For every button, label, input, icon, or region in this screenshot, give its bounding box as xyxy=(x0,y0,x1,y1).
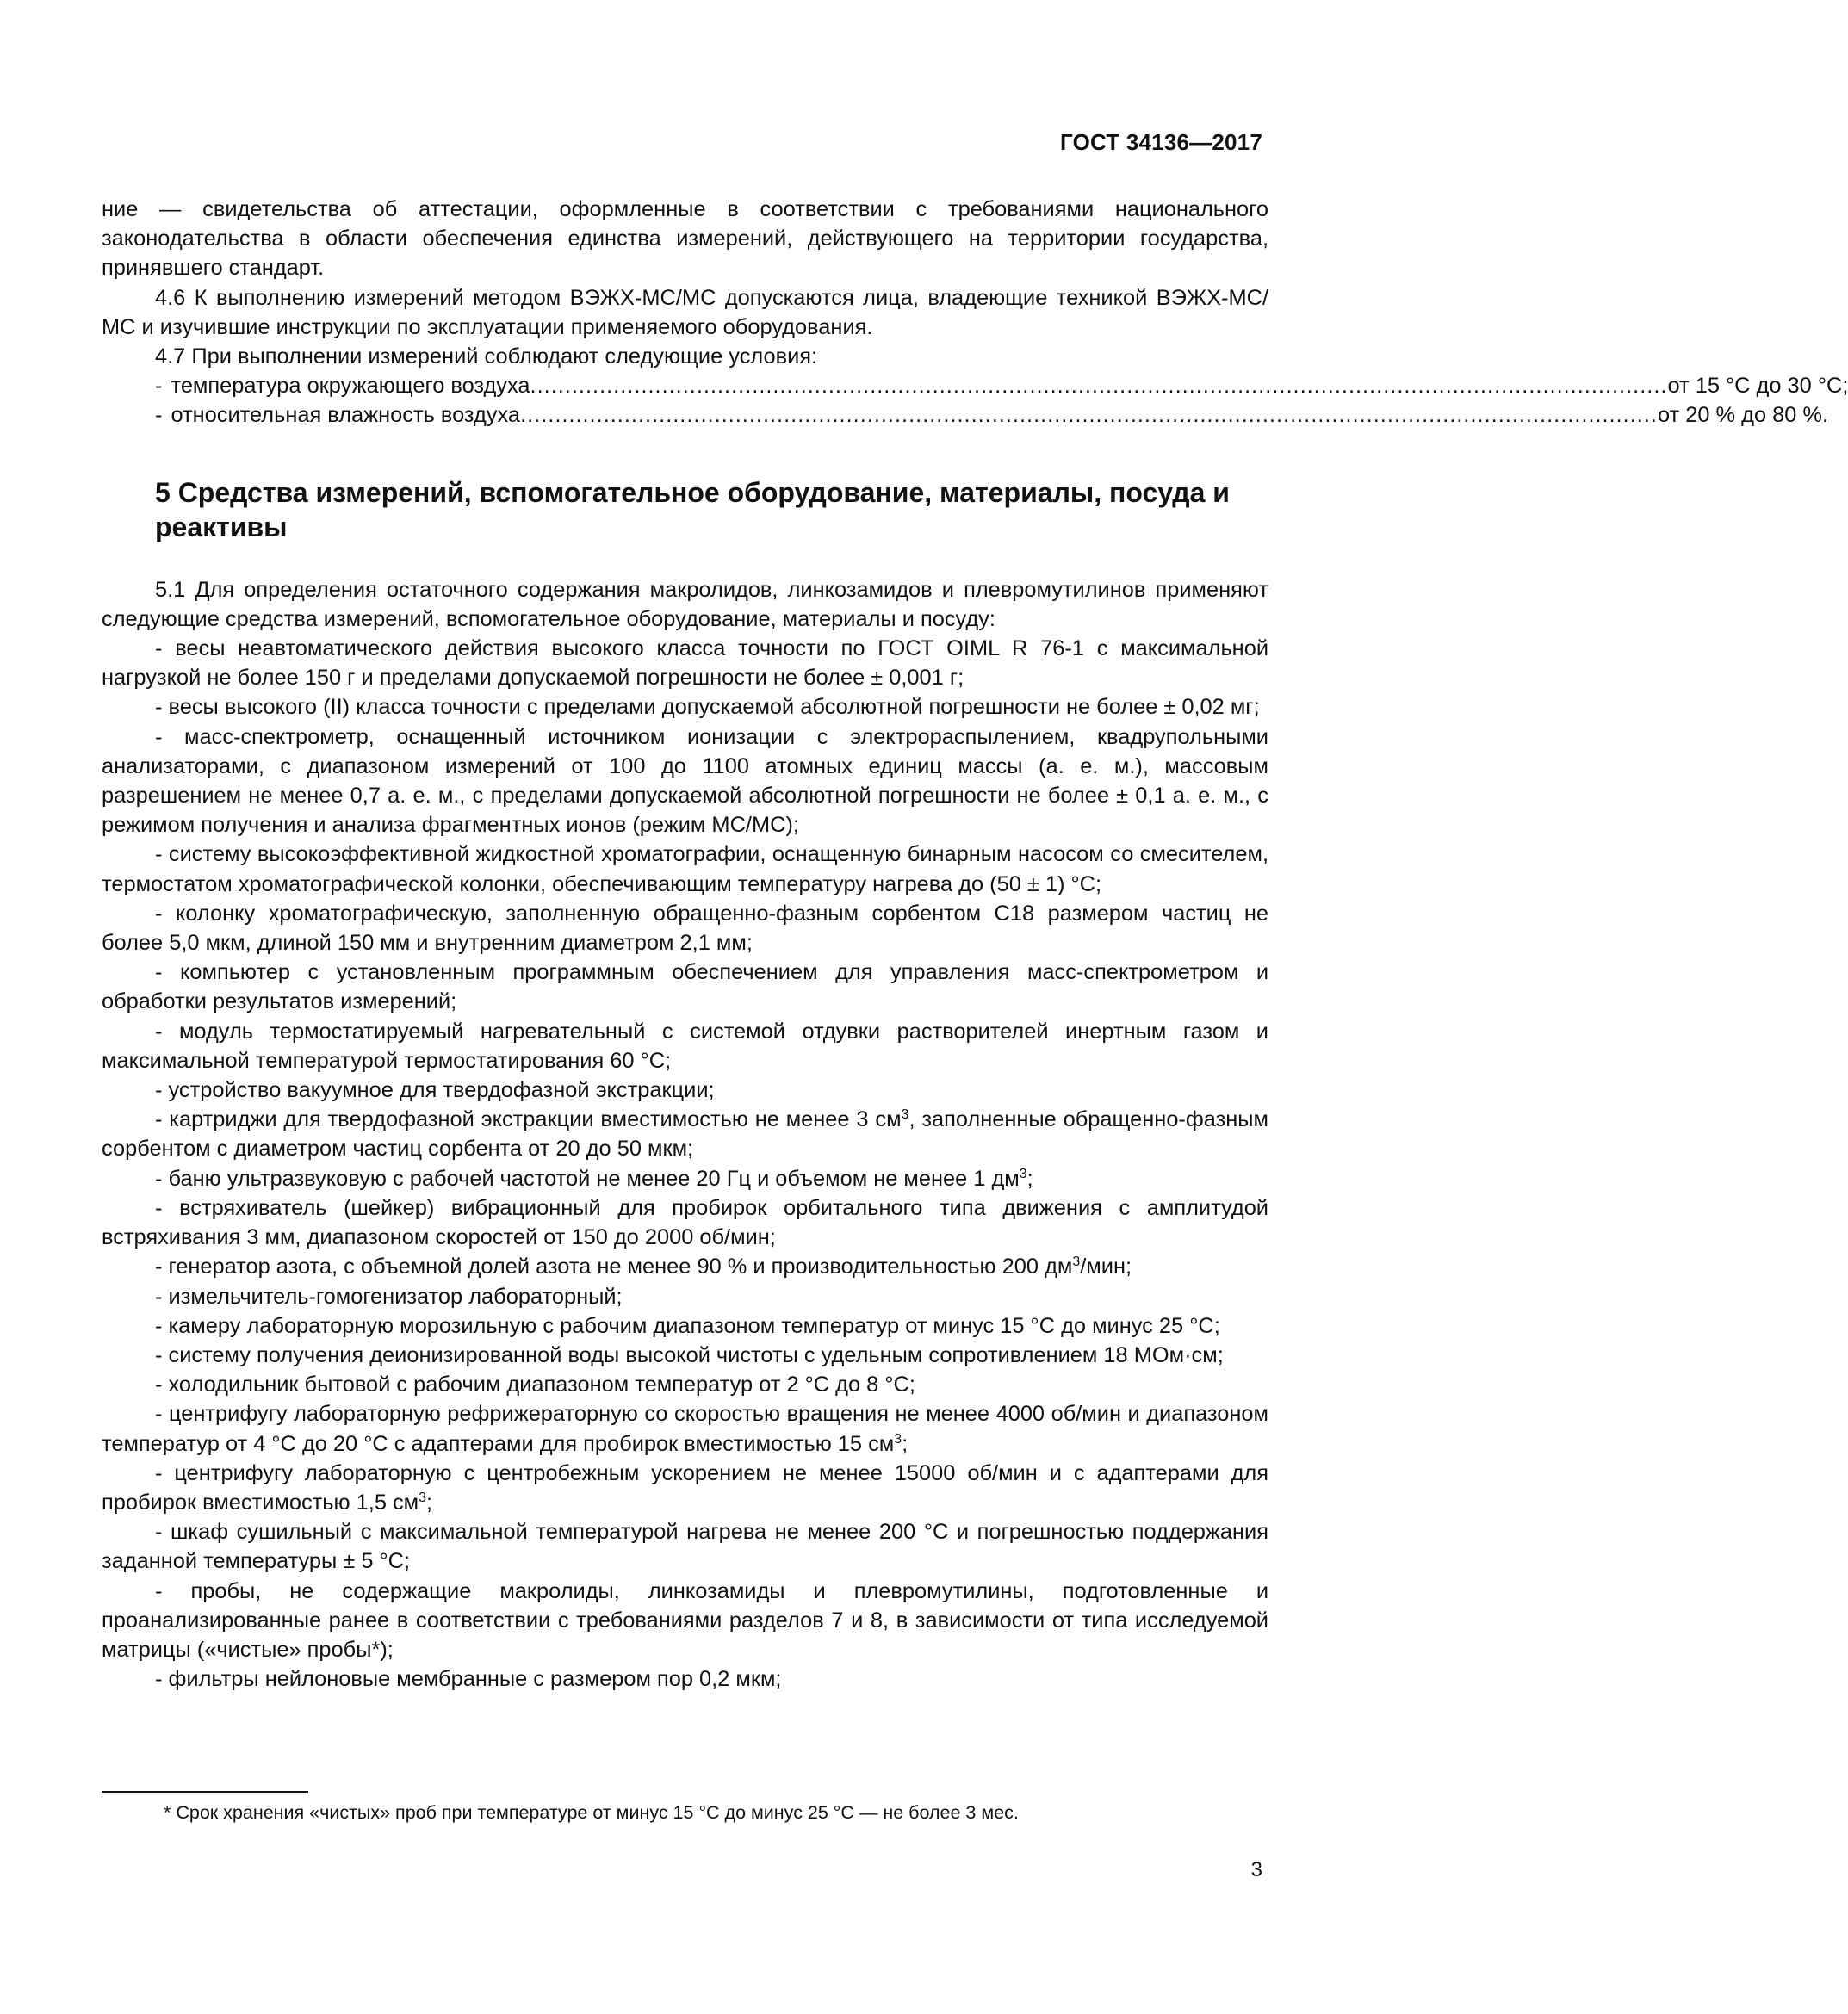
condition-temperature xyxy=(102,371,1848,400)
list-item xyxy=(102,1164,1268,1193)
superscript: 3 xyxy=(901,1107,909,1123)
paragraph-4-7: 4.7 При выполнении измерений соблюдают следующие условия: xyxy=(155,344,818,369)
leader-dots: .................................................................................................................................................................... xyxy=(520,403,1658,428)
document-header: ГОСТ 34136—2017 xyxy=(1060,129,1262,155)
item-text: - баню ультразвуковую с рабочей частотой не менее 20 Гц и объемом не менее 1 дм xyxy=(155,1166,1020,1191)
list-item: - колонку хроматографическую, заполненную обращенно-фазным сорбентом С18 размером частиц не более 5,0 мкм, длиной 150 мм и внутренним диаметром 2,1 мм; xyxy=(102,901,1268,956)
footnote: * Срок хранения «чистых» проб при температуре от минус 15 °С до минус 25 °С — не более 3 мес. xyxy=(164,1802,1019,1823)
item-text: - картриджи для твердофазной экстракции вместимостью не менее 3 см xyxy=(155,1107,902,1132)
list-item: - весы высокого (II) класса точности с пределами допускаемой абсолютной погрешности не более ± 0,02 мг; xyxy=(155,695,1260,720)
condition-dash: - xyxy=(155,374,163,399)
item-text: - центрифугу лабораторную рефрижераторную со скоростью вращения не менее 4000 об/мин и диапазоном температур от 4 °С до 20 °С с адаптерами для пробирок вместимостью 15 см xyxy=(102,1402,1268,1456)
list-item: - холодильник бытовой с рабочим диапазоном температур от 2 °С до 8 °С; xyxy=(155,1373,915,1397)
footnote-divider xyxy=(102,1791,308,1793)
list-item: - шкаф сушильный с максимальной температурой нагрева не менее 200 °С и погрешностью поддержания заданной температуры ± 5 °С; xyxy=(102,1520,1268,1574)
list-item: - весы неавтоматического действия высокого класса точности по ГОСТ OIML R 76-1 с максимальной нагрузкой не более 150 г и пределами допускаемой погрешности не более ± 0,001 г; xyxy=(102,636,1268,691)
item-text: ; xyxy=(1026,1166,1033,1191)
paragraph-5-1: 5.1 Для определения остаточного содержания макролидов, линкозамидов и плевромутилинов применяют следующие средства измерений, вспомогательное оборудование, материалы и посуду: xyxy=(102,577,1268,631)
condition-value: от 20 % до 80 %. xyxy=(1657,403,1829,428)
item-text: - генератор азота, с объемной долей азота не менее 90 % и производительностью 200 дм xyxy=(155,1255,1073,1280)
list-item: - фильтры нейлоновые мембранные с размером пор 0,2 мкм; xyxy=(155,1667,782,1692)
condition-humidity xyxy=(102,400,1829,430)
item-text: /мин; xyxy=(1080,1255,1132,1280)
leader-dots: .................................................................................................................................................................... xyxy=(530,374,1668,399)
section-title: 5 Средства измерений, вспомогательное оборудование, материалы, посуда и реактивы xyxy=(155,476,1230,542)
list-item: - систему высокоэффективной жидкостной хроматографии, оснащенную бинарным насосом со смесителем, термостатом хроматографической колонки, обеспечивающим температуру нагрева до (50 ± 1) °С; xyxy=(102,842,1268,896)
list-item xyxy=(102,1105,1268,1163)
item-text: ; xyxy=(426,1490,433,1515)
list-item: - устройство вакуумное для твердофазной экстракции; xyxy=(155,1078,715,1103)
list-item: - модуль термостатируемый нагревательный с системой отдувки растворителей инертным газом и максимальной температурой термостатирования 60 °С; xyxy=(102,1019,1268,1073)
item-text: , заполненные обращенно-фазным сорбентом с диаметром частиц сорбента от 20 до 50 мкм; xyxy=(102,1107,1268,1162)
item-text: - центрифугу лабораторную с центробежным ускорением не менее 15000 об/мин и с адаптерами для пробирок вместимостью 1,5 см xyxy=(102,1460,1268,1515)
condition-label: температура окружающего воздуха xyxy=(171,374,530,399)
document-body xyxy=(102,195,1848,1694)
page-number: 3 xyxy=(1250,1858,1262,1881)
superscript: 3 xyxy=(1072,1255,1081,1270)
condition-value: от 15 °С до 30 °С; xyxy=(1667,374,1848,399)
list-item xyxy=(102,1399,1268,1458)
list-item: - масс-спектрометр, оснащенный источником ионизации с электрораспылением, квадрупольными анализаторами, с диапазоном измерений от 100 до 1100 атомных единиц массы (а. е. м.), массовым разрешением не менее 0,7 а. е. м., с пределами допускаемой абсолютной погрешности не более ± 0,1 а. е. м., с режимом получения и анализа фрагментных ионов (режим МС/МС); xyxy=(102,724,1268,838)
paragraph-continuation: ние — свидетельства об аттестации, оформленные в соответствии с требованиями национального законодательства в области обеспечения единства измерений, действующего на территории государства, принявшего стандарт. xyxy=(102,197,1268,281)
list-item: - пробы, не содержащие макролиды, линкозамиды и плевромутилины, подготовленные и проанализированные ранее в соответствии с требованиями разделов 7 и 8, в зависимости от типа исследуемой матрицы («чистые» пробы*); xyxy=(102,1578,1268,1662)
list-item xyxy=(102,1252,1268,1281)
superscript: 3 xyxy=(419,1490,427,1505)
item-text: ; xyxy=(902,1431,908,1456)
condition-dash: - xyxy=(155,403,163,428)
list-item: - компьютер с установленным программным обеспечением для управления масс-спектрометром и обработки результатов измерений; xyxy=(102,960,1268,1014)
paragraph-4-6: 4.6 К выполнению измерений методом ВЭЖХ-МС/МС допускаются лица, владеющие техникой ВЭЖХ-МС/МС и изучившие инструкции по эксплуатации применяемого оборудования. xyxy=(102,285,1268,339)
list-item xyxy=(102,1459,1268,1517)
list-item: - систему получения деионизированной воды высокой чистоты с удельным сопротивлением 18 МОм·см; xyxy=(155,1342,1224,1367)
list-item: - встряхиватель (шейкер) вибрационный для пробирок орбитального типа движения с амплитудой встряхивания 3 мм, диапазоном скоростей от 150 до 2000 об/мин; xyxy=(102,1195,1268,1250)
list-item: - камеру лабораторную морозильную с рабочим диапазоном температур от минус 15 °С до минус 25 °С; xyxy=(155,1313,1220,1338)
list-item: - измельчитель-гомогенизатор лабораторный; xyxy=(155,1284,623,1309)
superscript: 3 xyxy=(894,1431,902,1447)
superscript: 3 xyxy=(1019,1166,1027,1181)
condition-label: относительная влажность воздуха xyxy=(171,403,521,428)
